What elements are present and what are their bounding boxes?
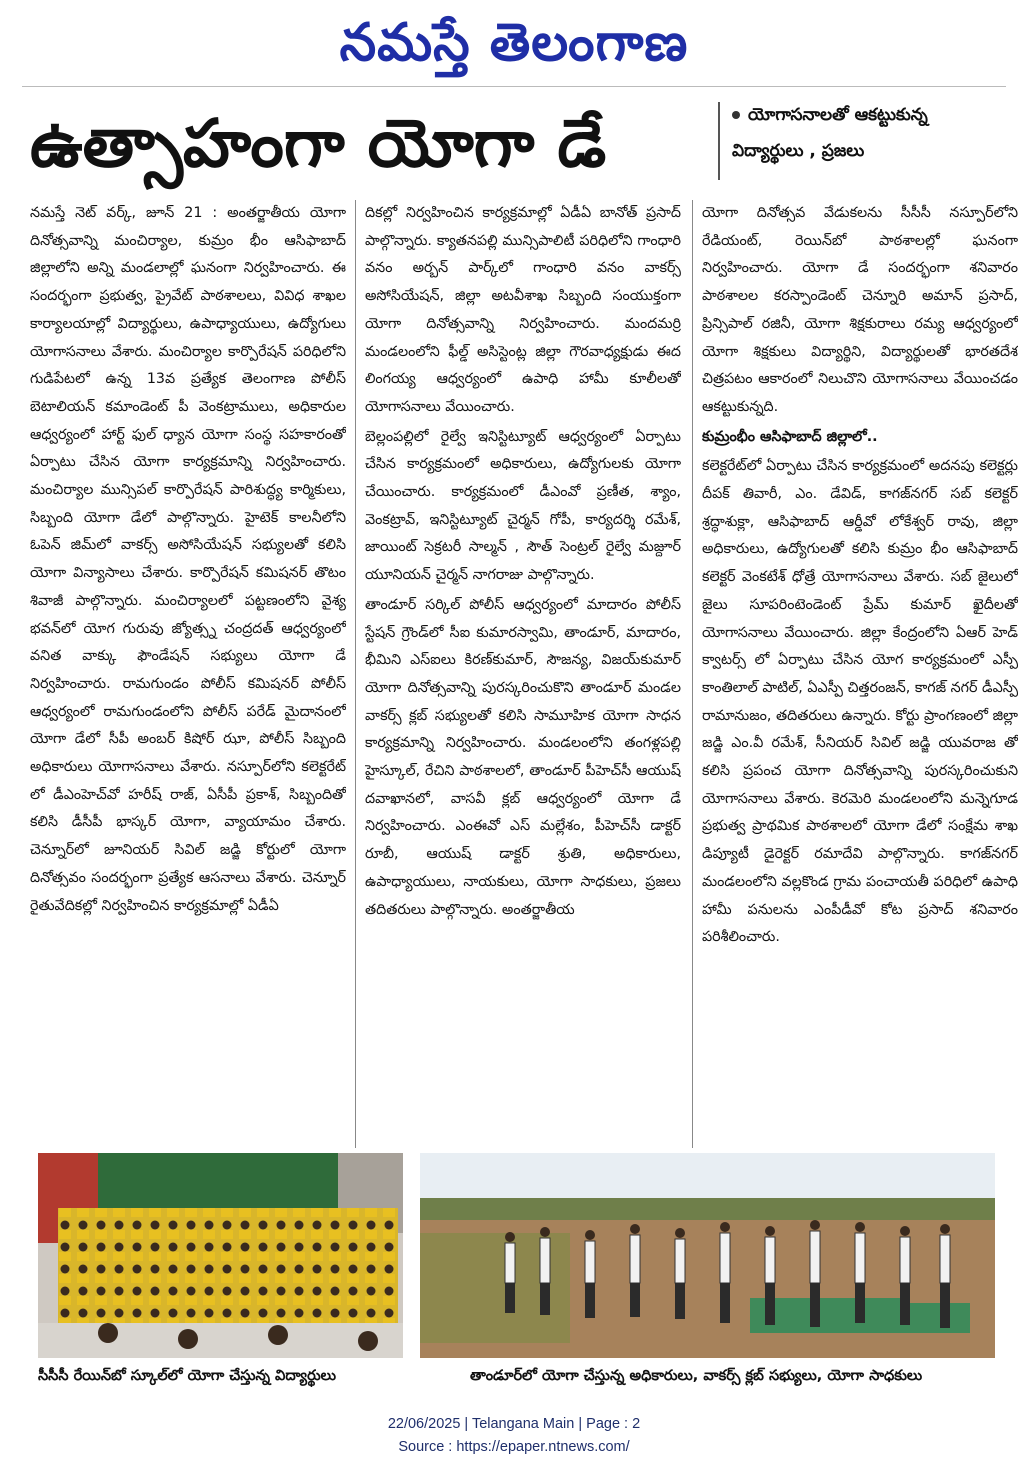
photo-caption-left: సీసీసీ రేయిన్‌బో స్కూల్‌లో యోగా చేస్తున్న విద్యార్థులు xyxy=(38,1368,336,1384)
divider xyxy=(22,86,1006,87)
kicker-line-2: విద్యార్థులు , ప్రజలు xyxy=(732,141,865,161)
article-column-2 xyxy=(365,200,681,1148)
column-divider xyxy=(692,200,693,1148)
paragraph: తాండూర్ సర్కిల్ పోలీస్ ఆధ్వర్యంలో మాదారం పోలీస్ స్టేషన్ గ్రౌండ్‌లో సీఐ కుమారస్వామి, తాండూర్, మాదారం, భీమిని ఎస్‌ఐలు కిరణ్‌కుమార్, సౌజన్య, విజయ్‌కుమార్ యోగా దినోత్సవాన్ని పురస్కరించుకొని తాండూర్ మండల వాకర్స్ క్లబ్ సభ్యులతో కలిసి సామూహిక యోగా సాధన కార్యక్రమాన్ని నిర్వహించారు. మండలంలోని తంగళ్లపల్లి హైస్కూల్, రేచిని పాఠశాలలో, తాండూర్ పీహెచ్‌సీ ఆయుష్ దవాఖానలో, వాసవీ క్లబ్ ఆధ్వర్యంలో యోగా డే నిర్వహించారు. ఎంఈవో ఎస్ మల్లేశం, పీహెచ్‌సీ డాక్టర్ రూబీ, ఆయుష్ డాక్టర్ శ్రుతి, అధికారులు, ఉపాధ్యాయులు, నాయకులు, యోగా సాధకులు, ప్రజలు తదితరులు పాల్గొన్నారు. అంతర్జాతీయ xyxy=(365,596,681,918)
headline: ఉత్సాహంగా యోగా డే xyxy=(30,105,607,182)
paragraph: నమస్తే నెట్ వర్క్, జూన్ 21 : అంతర్జాతీయ యోగా దినోత్సవాన్ని మంచిర్యాల, కుమ్రం భీం ఆసిఫాబాద్ జిల్లాలోని అన్ని మండలాల్లో ఘనంగా నిర్వహించారు. ఈ సందర్భంగా ప్రభుత్వ, ప్రైవేట్ పాఠశాలలు, వివిధ శాఖల కార్యాలయాల్లో విద్యార్థులు, ఉపాధ్యాయులు, ఉద్యోగులు యోగాసనాలు వేశారు. మంచిర్యాల కార్పొరేషన్ పరిధిలోని గుడిపేటలో ఉన్న 13వ ప్రత్యేక తెలంగాణ పోలీస్ బెటాలియన్ కమాండెంట్ పీ వెంకట్రాములు, అధికారుల ఆధ్వర్యంలో హార్ట్ ఫుల్ ధ్యాన యోగా సంస్థ సహకారంతో ఏర్పాటు చేసిన యోగా కార్యక్రమాన్ని నిర్వహించారు. మంచిర్యాల మున్సిపల్ కార్పొరేషన్ పారిశుద్ధ్య కార్మికులు, సిబ్బంది యోగా డేలో పాల్గొన్నారు. హైటెక్ కాలనీలోని ఓపెన్ జిమ్‌లో వాకర్స్ అసోసియేషన్ సభ్యులతో కలిసి యోగా విన్యాసాలు చేశారు. కార్పొరేషన్ కమిషనర్ తొటం శివాజీ పాల్గొన్నారు. మంచిర్యాలలో పట్టణంలోని వైశ్య భవన్‌లో యోగ గురువు జ్యోత్స్న చంద్రదత్ ఆధ్వర్యంలో వనిత వాక్కు ఫౌండేషన్ సభ్యులు యోగా డే నిర్వహించారు. రామగుండం పోలీస్ కమిషనర్ పోలీస్ ఆధ్వర్యంలో రామగుండంలోని పోలీస్ పరేడ్ మైదానంలో యోగా డేలో సీపీ అంబర్ కిషోర్ ఝా, పోలీస్ సిబ్బంది అధికారులు యోగాసనాలు వేశారు. నస్పూర్‌లోని కలెక్టరేట్ లో డీఎంహెచ్‌వో హరీష్ రాజ్, ఏసీపీ ప్రకాశ్, సిబ్బందితో కలిసి డీసీపీ భాస్కర్ యోగా, వ్యాయామం చేశారు. చెన్నూర్‌లో జూనియర్ సివిల్ జడ్జి కోర్టులో యోగా దినోత్సవం సందర్భంగా ప్రత్యేక ఆసనాలు వేశారు. చెన్నూర్ రైతువేదికల్లో నిర్వహించిన కార్యక్రమాల్లో ఏడీఏ xyxy=(30,205,346,914)
kicker-text-1: యోగాసనాలతో ఆకట్టుకున్న xyxy=(748,105,928,125)
kicker xyxy=(718,102,1008,180)
footer-date-line: 22/06/2025 | Telangana Main | Page : 2 xyxy=(387,1416,641,1432)
article-column-1 xyxy=(30,200,346,1148)
paragraph: బెల్లంపల్లిలో రైల్వే ఇనిస్టిట్యూట్ ఆధ్వర్యంలో ఏర్పాటు చేసిన కార్యక్రమంలో అధికారులు, ఉద్యోగులకు యోగా చేయించారు. కార్యక్రమంలో డీఎంవో ప్రణీత, శ్యాం, వెంకట్రావ్, ఇనిస్టిట్యూట్ చైర్మన్ గోపీ, కార్యదర్శి రమేశ్, జాయింట్ సెక్రటరీ సాల్మన్ , సౌత్ సెంట్రల్ రైల్వే మజ్దూర్ యూనియన్ చైర్మన్ నాగరాజు పాల్గొన్నారు. xyxy=(365,428,681,584)
paragraph: యోగా దినోత్సవ వేడుకలను సీసీసీ నస్పూర్‌లోని రేడియంట్, రెయిన్‌బో పాఠశాలల్లో ఘనంగా నిర్వహించారు. యోగా డే సందర్భంగా శనివారం పాఠశాలల కరస్పాండెంట్ చెన్నూరి అమాన్ ప్రసాద్, ప్రిన్సిపాల్ రజినీ, యోగా శిక్షకురాలు రమ్య ఆధ్వర్యంలో యోగా శిక్షకులు విద్యార్థిని, విద్యార్థులతో భారతదేశ చిత్రపటం ఆకారంలో నిలుచొని యోగాసనాలు వేయించడం ఆకట్టుకున్నది. xyxy=(702,205,1018,415)
kicker-line-1 xyxy=(732,102,1008,128)
masthead-title: నమస్తే తెలంగాణ xyxy=(339,13,689,73)
paragraph: కలెక్టరేట్‌లో ఏర్పాటు చేసిన కార్యక్రమంలో అదనపు కలెక్టర్లు దీపక్ తివారీ, ఎం. డేవిడ్, కాగజ్‌నగర్ సబ్ కలెక్టర్ శ్రద్ధాశుక్లా, ఆసిఫాబాద్ ఆర్డీవో లోకేశ్వర్ రావు, జిల్లా అధికారులు, ఉద్యోగులతో కలిసి కుమ్రం భీం ఆసిఫాబాద్ కలెక్టర్ వెంకటేశ్ ధోత్రే యోగాసనాలు వేశారు. సబ్ జైలులో జైలు సూపరింటెండెంట్ ప్రేమ్ కుమార్ ఖైదీలతో యోగాసనాలు వేయించారు. జిల్లా కేంద్రంలోని ఏఆర్ హెడ్ క్వాటర్స్ లో ఏర్పాటు చేసిన యోగ కార్యక్రమంలో ఎస్పీ కాంతిలాల్ పాటిల్, ఏఎస్పీ చిత్తరంజన్, కాగజ్ నగర్ డీఎస్పీ రామానుజం, తదితరులు ఉన్నారు. కోర్టు ప్రాంగణంలో జిల్లా జడ్జి ఎం.వీ రమేశ్, సీనియర్ సివిల్ జడ్జి యువరాజ తో కలిసి ప్రపంచ యోగా దినోత్సవాన్ని పురస్కరించుకుని యోగాసనాలు వేశారు. కెరమెరి మండలంలోని మన్నెగూడ ప్రభుత్వ ప్రాథమిక పాఠశాలలో యోగా డేలో సంక్షేమ శాఖ డిప్యూటీ డైరెక్టర్ రమాదేవి పాల్గొన్నారు. కాగజ్‌నగర్ మండలంలోని వల్లకొండ గ్రామ పంచాయతీ పరిధిలో ఉపాధి హామీ పనులను ఎంపీడీవో కోట ప్రసాద్ శనివారం పరిశీలించారు. xyxy=(702,458,1018,946)
photo-students-yoga xyxy=(38,1153,403,1358)
footer-source-line: Source : https://epaper.ntnews.com/ xyxy=(398,1439,630,1455)
masthead xyxy=(0,8,1028,78)
article-column-3 xyxy=(702,200,1018,1148)
subheading: కుమ్రంభీం ఆసిఫాబాద్ జిల్లాలో.. xyxy=(702,428,878,445)
paragraph: దికల్లో నిర్వహించిన కార్యక్రమాల్లో ఏడీఏ బానోత్ ప్రసాద్ పాల్గొన్నారు. క్యాతనపల్లి మున్సిపాలిటీ పరిధిలోని గాంధారి వనం అర్బన్ పార్క్‌లో గాంధారి వనం వాకర్స్ అసోసియేషన్, జిల్లా అటవీశాఖ సిబ్బంది సంయుక్తంగా యోగా దినోత్సవాన్ని నిర్వహించారు. మందమర్రి మండలంలోని ఫీల్డ్ అసిస్టెంట్ల జిల్లా గౌరవాధ్యక్షుడు ఈద లింగయ్య ఆధ్వర్యంలో ఉపాధి హామీ కూలీలతో యోగాసనాలు వేయించారు. xyxy=(365,205,681,415)
photo-students-image xyxy=(38,1153,403,1358)
photo-caption-right: తాండూర్‌లో యోగా చేస్తున్న అధికారులు, వాకర్స్ క్లబ్ సభ్యులు, యోగా సాధకులు xyxy=(470,1368,923,1384)
photo-tandur-image xyxy=(420,1153,995,1358)
bullet-icon xyxy=(732,111,740,119)
column-divider xyxy=(355,200,356,1148)
photo-tandur-yoga xyxy=(420,1153,995,1358)
